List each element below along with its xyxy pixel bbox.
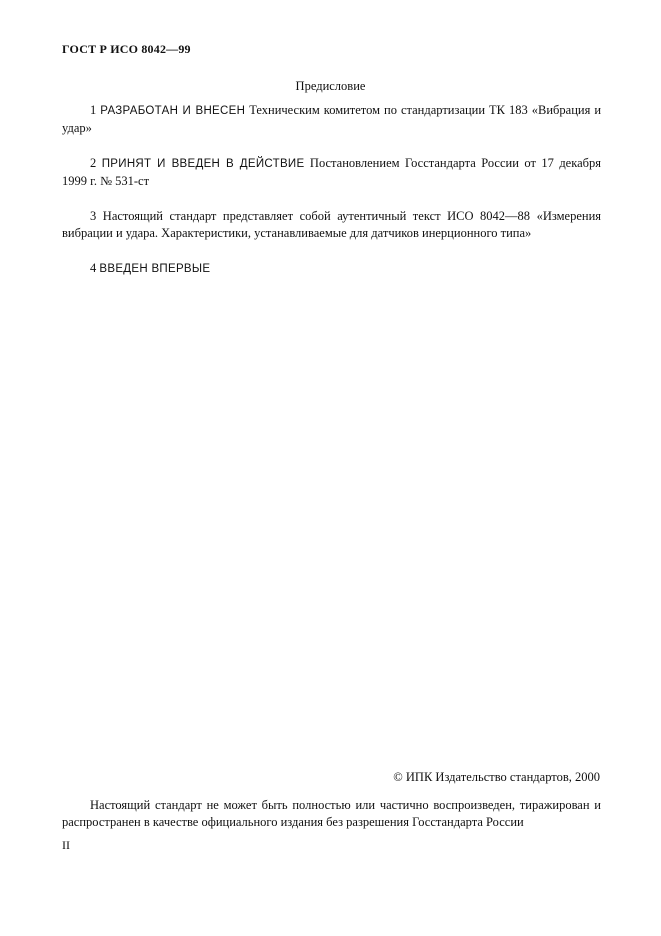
item-number: 1 <box>90 103 97 117</box>
preface-item-1 <box>62 102 601 136</box>
item-number: 4 <box>90 261 97 275</box>
item-caps-label: ВВЕДЕН ВПЕРВЫЕ <box>99 263 211 275</box>
reproduction-notice: Настоящий стандарт не может быть полностью или частично воспроизведен, тиражирован и распространен в качестве официального издания без разрешения Госстандарта России <box>62 798 601 829</box>
preface-title: Предисловие <box>295 79 366 93</box>
item-number: 3 <box>90 209 97 223</box>
item-text: Настоящий стандарт представляет собой аутентичный текст ИСО 8042—88 «Измерения вибрации и удара. Характеристики, устанавливаемые для датчиков инерционного типа» <box>62 209 602 240</box>
preface-item-3 <box>62 208 601 241</box>
preface-item-4 <box>62 260 601 278</box>
document-header: ГОСТ Р ИСО 8042—99 <box>62 42 191 56</box>
item-caps-label: РАЗРАБОТАН И ВНЕСЕН <box>100 105 246 117</box>
copyright-line: © ИПК Издательство стандартов, 2000 <box>393 770 600 784</box>
item-text: Постановлением Госстандарта России от 17 декабря 1999 г. № 531-ст <box>62 156 602 188</box>
item-text: Техническим комитетом по стандартизации ТК 183 «Вибрация и удар» <box>62 103 602 135</box>
item-number: 2 <box>90 156 97 170</box>
page-number: II <box>62 838 70 852</box>
preface-items <box>62 102 601 297</box>
preface-item-2 <box>62 155 601 189</box>
item-caps-label: ПРИНЯТ И ВВЕДЕН В ДЕЙСТВИЕ <box>101 158 305 170</box>
